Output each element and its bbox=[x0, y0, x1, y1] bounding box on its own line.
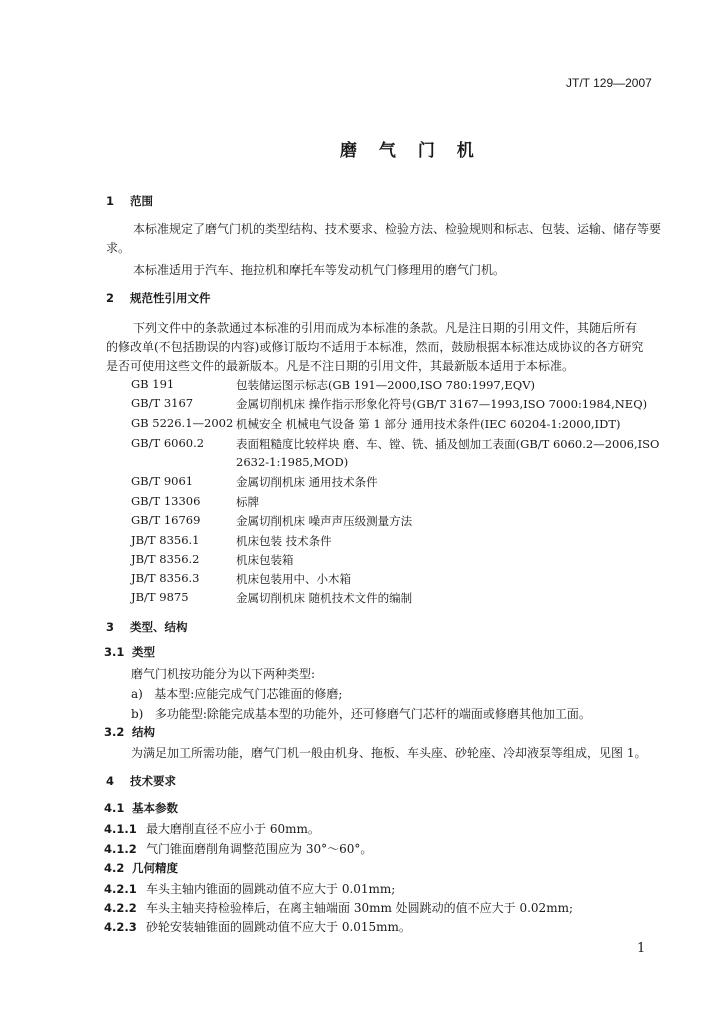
reference-title: 包装储运图示标志(GB 191—2000,ISO 780:1997,EQV) bbox=[236, 378, 536, 392]
clause-text: 最大磨削直径不应小于 60mm。 bbox=[146, 822, 320, 836]
clause-number: 4.2.1 bbox=[104, 882, 137, 896]
subsection-number: 4.1 bbox=[104, 801, 125, 815]
reference-code: GB 191 bbox=[131, 377, 175, 391]
reference-title: 机械安全 机械电气设备 第 1 部分 通用技术条件(IEC 60204-1:2000,IDT) bbox=[236, 417, 621, 431]
reference-code: GB/T 16769 bbox=[131, 513, 201, 527]
subsection-3-1-heading bbox=[104, 644, 155, 660]
clause-text: 气门锥面磨削角调整范围应为 30°～60°。 bbox=[146, 842, 373, 856]
clause-number: 4.2.3 bbox=[104, 920, 137, 934]
paragraph: 本标准规定了磨气门机的类型结构、技术要求、检验方法、检验规则和标志、包装、运输、储存等要 bbox=[133, 222, 662, 236]
clause-item bbox=[104, 880, 395, 897]
reference-title: 金属切削机床 随机技术文件的编制 bbox=[236, 591, 413, 605]
section-number: 3 bbox=[106, 620, 115, 634]
reference-code: JB/T 9875 bbox=[131, 590, 189, 604]
list-item bbox=[131, 685, 342, 702]
paragraph: 磨气门机按功能分为以下两种类型: bbox=[131, 667, 316, 681]
section-3-heading bbox=[106, 619, 188, 635]
subsection-number: 3.2 bbox=[104, 725, 125, 739]
clause-number: 4.2.2 bbox=[104, 901, 137, 915]
subsection-number: 4.2 bbox=[104, 861, 125, 875]
clause-item bbox=[104, 840, 372, 857]
section-1-heading bbox=[106, 193, 153, 209]
section-number: 1 bbox=[106, 194, 115, 208]
page-number: 1 bbox=[637, 941, 646, 956]
list-item bbox=[131, 705, 591, 722]
reference-title: 标牌 bbox=[236, 495, 259, 509]
section-title: 类型、结构 bbox=[130, 620, 188, 634]
subsection-title: 类型 bbox=[132, 645, 155, 659]
list-text: 基本型:应能完成气门芯锥面的修磨; bbox=[154, 687, 343, 701]
reference-code: JB/T 8356.1 bbox=[131, 533, 200, 547]
list-text: 多功能型:除能完成基本型的功能外，还可修磨气门芯杆的端面或修磨其他加工面。 bbox=[154, 707, 591, 721]
clause-text: 车头主轴夹持检验棒后，在离主轴端面 30mm 处圆跳动的值不应大于 0.02mm; bbox=[146, 901, 573, 915]
reference-title: 表面粗糙度比较样块 磨、车、镗、铣、插及刨加工表面(GB/T 6060.2—2006,ISO bbox=[236, 437, 660, 451]
section-title: 范围 bbox=[130, 194, 153, 208]
paragraph: 求。 bbox=[106, 241, 131, 255]
clause-item bbox=[104, 899, 573, 916]
reference-title: 金属切削机床 噪声声压级测量方法 bbox=[236, 514, 413, 528]
paragraph: 是否可使用这些文件的最新版本。凡是不注日期的引用文件，其最新版本适用于本标准。 bbox=[106, 359, 575, 373]
reference-code: JB/T 8356.2 bbox=[131, 552, 200, 566]
clause-text: 砂轮安装轴锥面的圆跳动值不应大于 0.015mm。 bbox=[146, 920, 411, 934]
reference-code: GB/T 9061 bbox=[131, 474, 194, 488]
reference-code: GB/T 3167 bbox=[131, 396, 194, 410]
subsection-title: 基本参数 bbox=[132, 801, 178, 815]
clause-number: 4.1.1 bbox=[104, 822, 137, 836]
reference-title: 机床包装用中、小木箱 bbox=[236, 572, 351, 586]
section-number: 4 bbox=[106, 774, 115, 788]
list-label: a) bbox=[131, 687, 143, 701]
reference-title: 金属切削机床 操作指示形象化符号(GB/T 3167—1993,ISO 7000:1984,NEQ) bbox=[236, 397, 648, 411]
section-title: 技术要求 bbox=[130, 774, 176, 788]
paragraph: 为满足加工所需功能，磨气门机一般由机身、拖板、车头座、砂轮座、冷却液泵等组成，见图 1。 bbox=[131, 746, 647, 760]
clause-item bbox=[104, 918, 411, 935]
subsection-number: 3.1 bbox=[104, 645, 125, 659]
page-title: 磨 气 门 机 bbox=[340, 141, 482, 161]
reference-code: GB/T 6060.2 bbox=[131, 436, 205, 450]
reference-title: 金属切削机床 通用技术条件 bbox=[236, 475, 378, 489]
subsection-4-2-heading bbox=[104, 860, 178, 876]
subsection-4-1-heading bbox=[104, 800, 178, 816]
paragraph: 本标准适用于汽车、拖拉机和摩托车等发动机气门修理用的磨气门机。 bbox=[133, 263, 506, 277]
reference-code: GB/T 13306 bbox=[131, 494, 201, 508]
reference-code: JB/T 8356.3 bbox=[131, 571, 200, 585]
list-label: b) bbox=[131, 707, 144, 721]
standard-code: JT/T 129—2007 bbox=[566, 76, 652, 90]
reference-title: 2632-1:1985,MOD) bbox=[236, 455, 349, 469]
subsection-title: 几何精度 bbox=[132, 861, 178, 875]
section-4-heading bbox=[106, 773, 176, 789]
reference-title: 机床包装 技术条件 bbox=[236, 534, 332, 548]
clause-text: 车头主轴内锥面的圆跳动值不应大于 0.01mm; bbox=[146, 882, 396, 896]
subsection-title: 结构 bbox=[132, 725, 155, 739]
reference-code: GB 5226.1—2002 bbox=[131, 416, 234, 430]
paragraph: 的修改单(不包括勘误的内容)或修订版均不适用于本标准，然而，鼓励根据本标准达成协议的各方研究 bbox=[106, 340, 644, 354]
section-title: 规范性引用文件 bbox=[130, 291, 211, 305]
section-2-heading bbox=[106, 290, 211, 306]
section-number: 2 bbox=[106, 291, 115, 305]
clause-item bbox=[104, 820, 320, 837]
reference-title: 机床包装箱 bbox=[236, 553, 294, 567]
paragraph: 下列文件中的条款通过本标准的引用而成为本标准的条款。凡是注日期的引用文件，其随后所有 bbox=[133, 321, 638, 335]
clause-number: 4.1.2 bbox=[104, 842, 137, 856]
subsection-3-2-heading bbox=[104, 724, 155, 740]
